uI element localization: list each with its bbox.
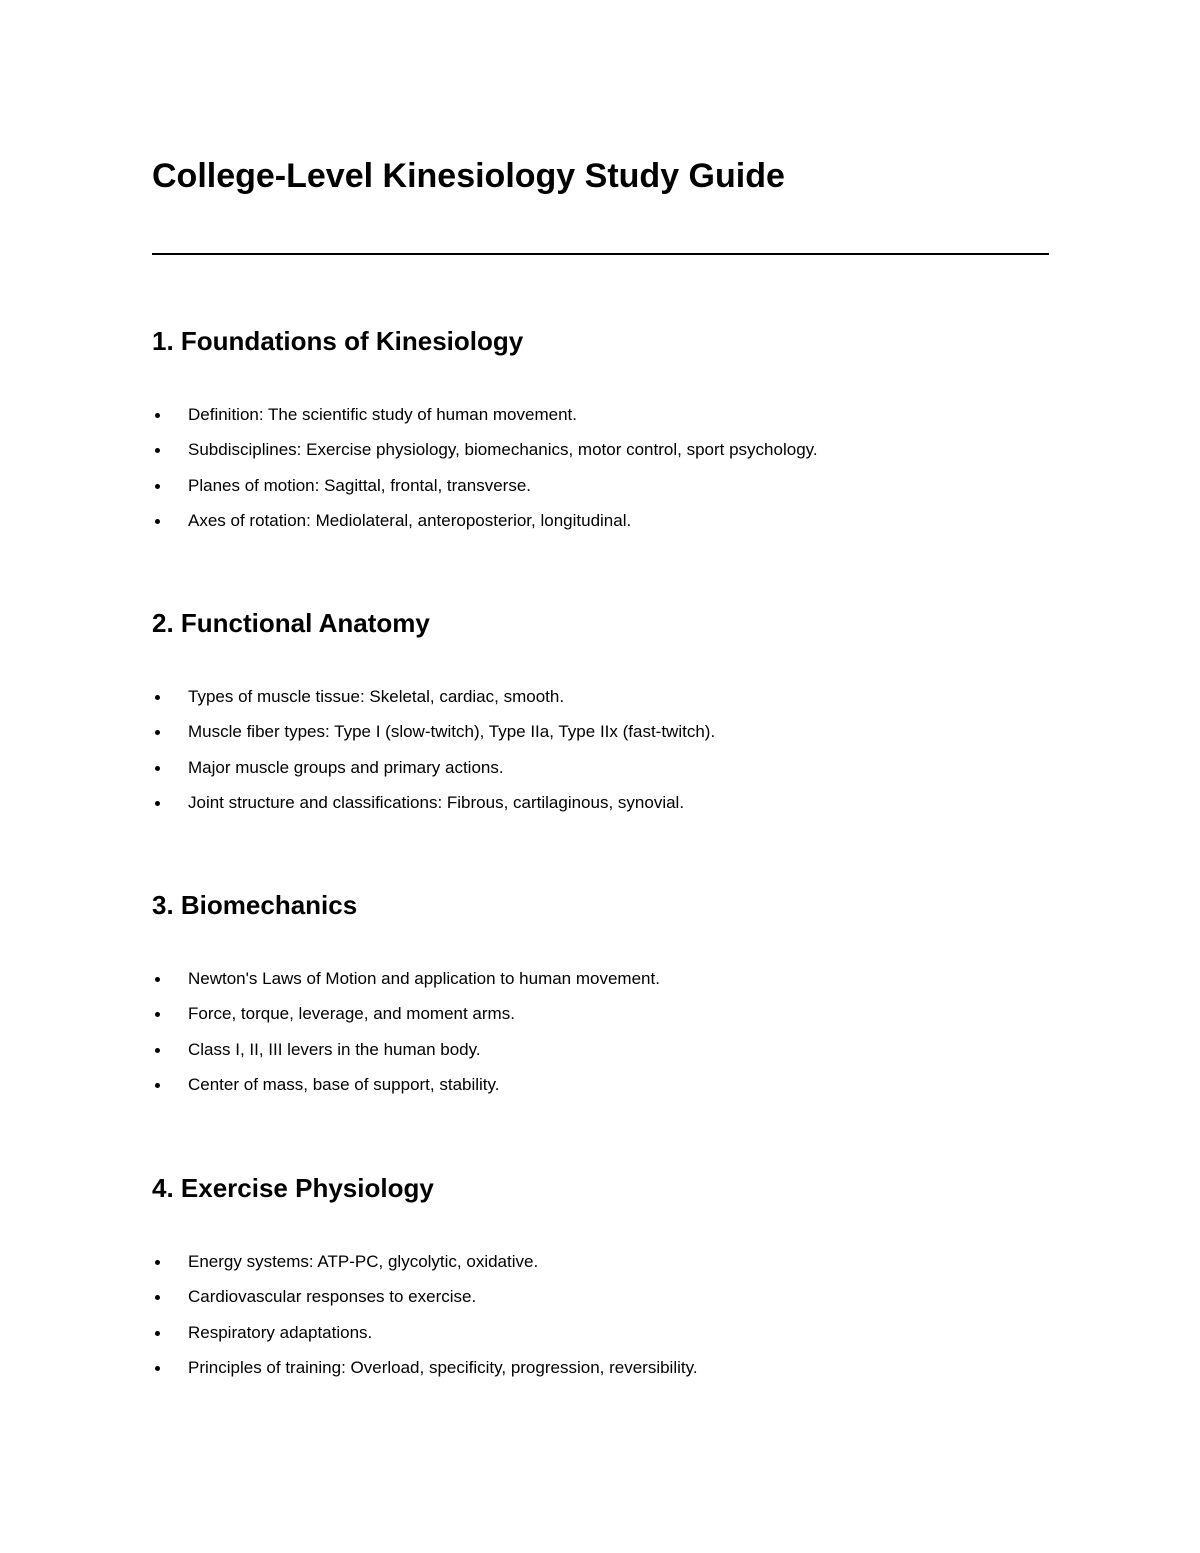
list-item-text: Respiratory adaptations. bbox=[188, 1322, 373, 1342]
list-item-text: Class I, II, III levers in the human body. bbox=[188, 1039, 481, 1059]
bullet-icon bbox=[155, 1331, 160, 1336]
list-item bbox=[152, 1040, 1049, 1075]
bullet-icon bbox=[155, 730, 160, 735]
list-item bbox=[152, 405, 1049, 440]
list-item-text: Cardiovascular responses to exercise. bbox=[188, 1287, 477, 1307]
bullet-icon bbox=[155, 801, 160, 806]
list-item-text: Force, torque, leverage, and moment arms. bbox=[188, 1004, 515, 1024]
bullet-icon bbox=[155, 1048, 160, 1053]
list-item bbox=[152, 722, 1049, 757]
list-item-text: Principles of training: Overload, specificity, progression, reversibility. bbox=[188, 1357, 698, 1377]
list-item-text: Major muscle groups and primary actions. bbox=[188, 757, 504, 777]
list-item-text: Types of muscle tissue: Skeletal, cardiac, smooth. bbox=[188, 687, 565, 706]
list-item-text: Planes of motion: Sagittal, frontal, transverse. bbox=[188, 475, 532, 495]
list-item bbox=[152, 1075, 1049, 1110]
bullet-icon bbox=[155, 519, 160, 524]
bullet-icon bbox=[155, 1366, 160, 1371]
list-item bbox=[152, 793, 1049, 828]
bullet-icon bbox=[155, 1083, 160, 1088]
section-heading: 1. Foundations of Kinesiology bbox=[152, 326, 524, 356]
bullet-icon bbox=[155, 766, 160, 771]
section-foundations bbox=[152, 325, 1049, 546]
list-item bbox=[152, 1358, 1049, 1393]
bullet-icon bbox=[155, 448, 160, 453]
list-item-text: Muscle fiber types: Type I (slow-twitch), Type IIa, Type IIx (fast-twitch). bbox=[188, 722, 716, 742]
bullet-icon bbox=[155, 695, 160, 700]
list-item bbox=[152, 440, 1049, 475]
bullet-list bbox=[152, 1252, 1049, 1393]
list-item-text: Newton's Laws of Motion and application to human movement. bbox=[188, 969, 660, 988]
list-item bbox=[152, 511, 1049, 546]
section-heading: 2. Functional Anatomy bbox=[152, 608, 430, 638]
list-item bbox=[152, 1252, 1049, 1287]
list-item-text: Axes of rotation: Mediolateral, anteroposterior, longitudinal. bbox=[188, 510, 632, 530]
bullet-icon bbox=[155, 1012, 160, 1017]
bullet-list bbox=[152, 969, 1049, 1110]
section-heading: 4. Exercise Physiology bbox=[152, 1173, 434, 1203]
section-heading: 3. Biomechanics bbox=[152, 890, 358, 920]
list-item bbox=[152, 969, 1049, 1004]
bullet-icon bbox=[155, 1295, 160, 1300]
section-functional-anatomy bbox=[152, 607, 1049, 828]
list-item bbox=[152, 1004, 1049, 1039]
title-divider bbox=[152, 253, 1049, 255]
bullet-list bbox=[152, 405, 1049, 546]
list-item bbox=[152, 476, 1049, 511]
bullet-icon bbox=[155, 1260, 160, 1265]
list-item-text: Definition: The scientific study of human movement. bbox=[188, 405, 577, 424]
bullet-icon bbox=[155, 484, 160, 489]
list-item bbox=[152, 1287, 1049, 1322]
section-exercise-physiology bbox=[152, 1172, 1049, 1393]
bullet-icon bbox=[155, 977, 160, 982]
section-biomechanics bbox=[152, 889, 1049, 1110]
list-item-text: Subdisciplines: Exercise physiology, biomechanics, motor control, sport psychology. bbox=[188, 440, 818, 460]
list-item-text: Joint structure and classifications: Fibrous, cartilaginous, synovial. bbox=[188, 792, 685, 812]
list-item bbox=[152, 687, 1049, 722]
list-item bbox=[152, 1323, 1049, 1358]
list-item-text: Energy systems: ATP-PC, glycolytic, oxidative. bbox=[188, 1252, 539, 1271]
bullet-list bbox=[152, 687, 1049, 828]
list-item-text: Center of mass, base of support, stability. bbox=[188, 1074, 500, 1094]
list-item bbox=[152, 758, 1049, 793]
document-title: College-Level Kinesiology Study Guide bbox=[152, 157, 785, 195]
bullet-icon bbox=[155, 413, 160, 418]
